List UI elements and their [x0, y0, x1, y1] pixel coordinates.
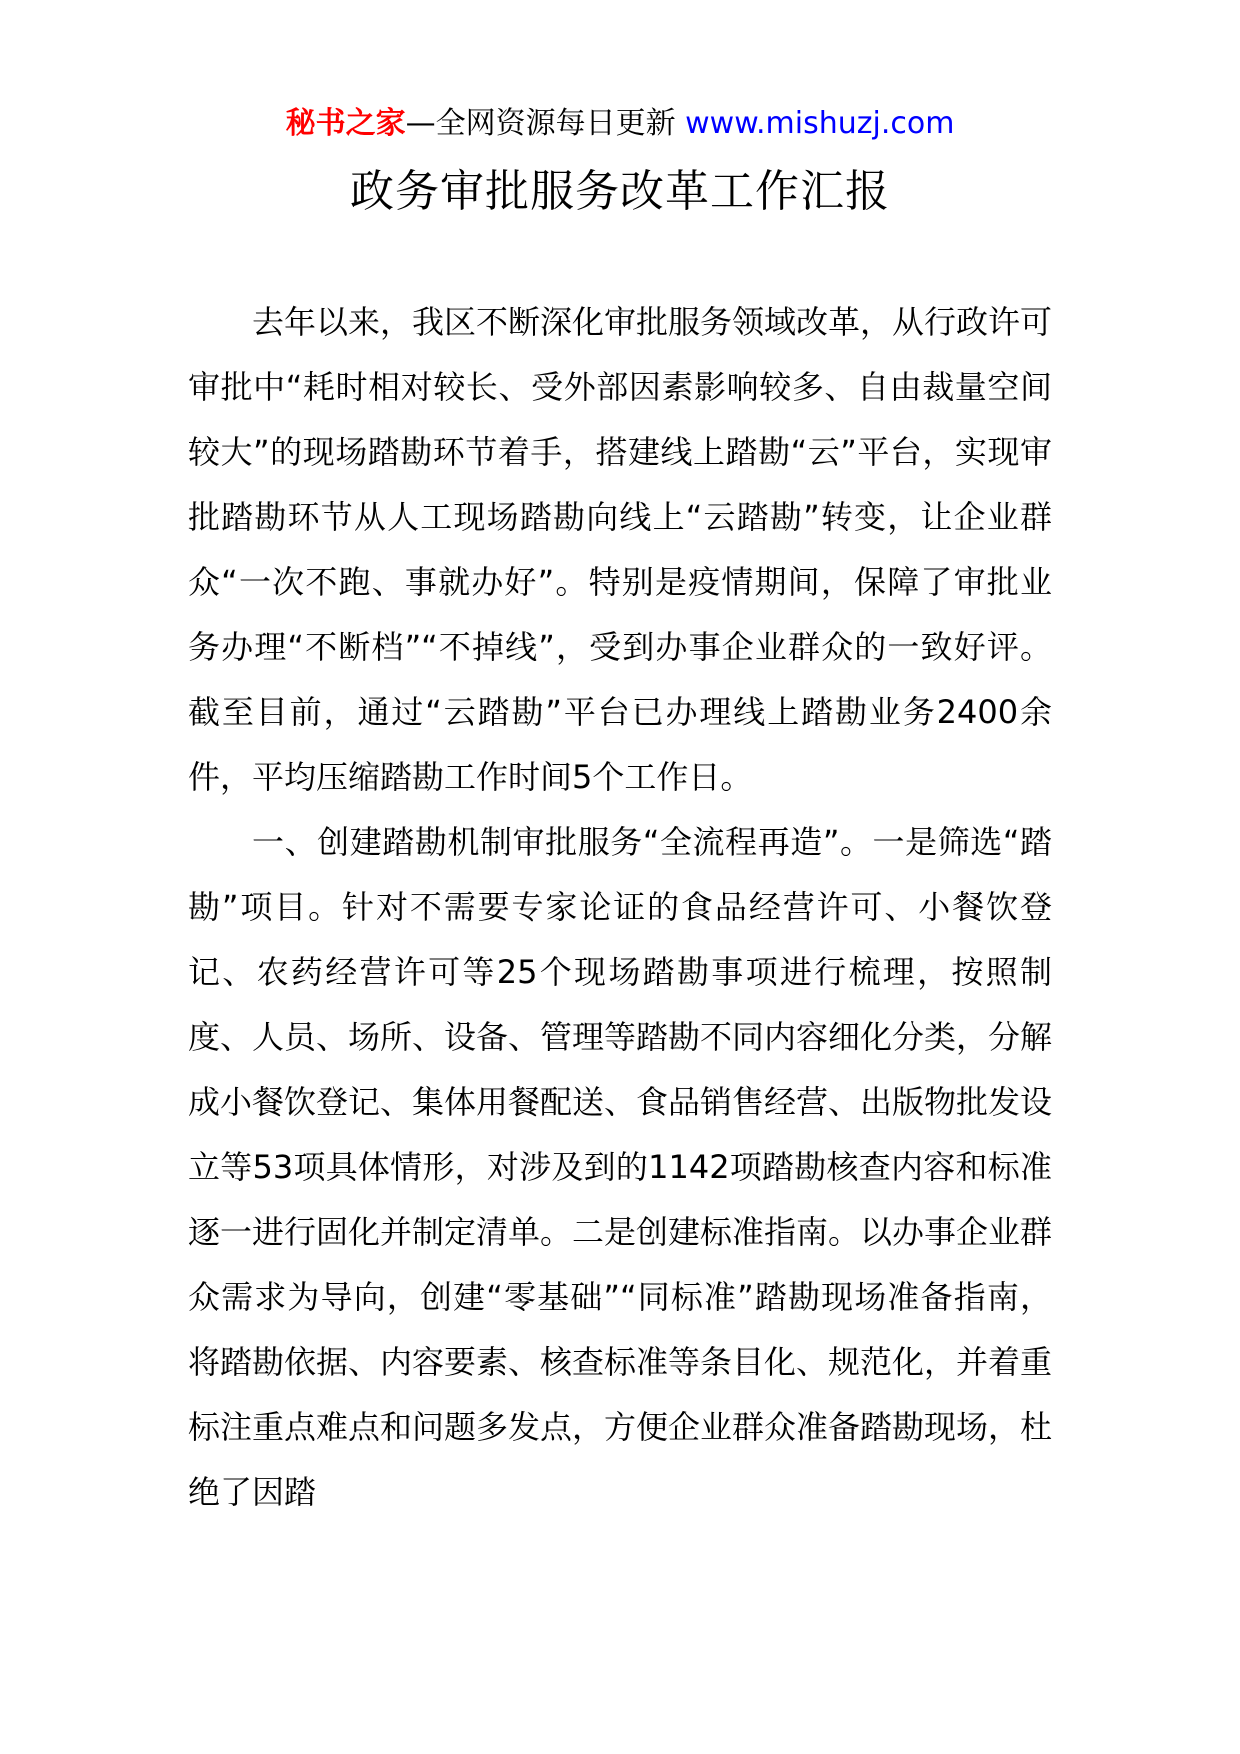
document-body — [188, 290, 1052, 1525]
site-tagline: —全网资源每日更新 — [405, 106, 676, 141]
site-url-link[interactable]: www.mishuzj.com — [685, 106, 955, 141]
site-brand: 秘书之家 — [285, 106, 406, 141]
site-header — [0, 104, 1240, 144]
paragraph-intro: 去年以来，我区不断深化审批服务领域改革，从行政许可审批中“耗时相对较长、受外部因素影响较多、自由裁量空间较大”的现场踏勘环节着手，搭建线上踏勘“云”平台，实现审批踏勘环节从人工现场踏勘向线上“云踏勘”转变，让企业群众“一次不跑、事就办好”。特别是疫情期间，保障了审批业务办理“不断档”“不掉线”，受到办事企业群众的一致好评。截至目前，通过“云踏勘”平台已办理线上踏勘业务2400余件，平均压缩踏勘工作时间5个工作日。 — [188, 303, 1053, 796]
document-title: 政务审批服务改革工作汇报 — [350, 166, 890, 217]
paragraph-section-1: 一、创建踏勘机制审批服务“全流程再造”。一是筛选“踏勘”项目。针对不需要专家论证的食品经营许可、小餐饮登记、农药经营许可等25个现场踏勘事项进行梳理，按照制度、人员、场所、设备、管理等踏勘不同内容细化分类，分解成小餐饮登记、集体用餐配送、食品销售经营、出版物批发设立等53项具体情形，对涉及到的1142项踏勘核查内容和标准逐一进行固化并制定清单。二是创建标准指南。以办事企业群众需求为导向，创建“零基础”“同标准”踏勘现场准备指南，将踏勘依据、内容要素、核查标准等条目化、规范化，并着重标注重点难点和问题多发点，方便企业群众准备踏勘现场，杜绝了因踏 — [188, 823, 1053, 1511]
